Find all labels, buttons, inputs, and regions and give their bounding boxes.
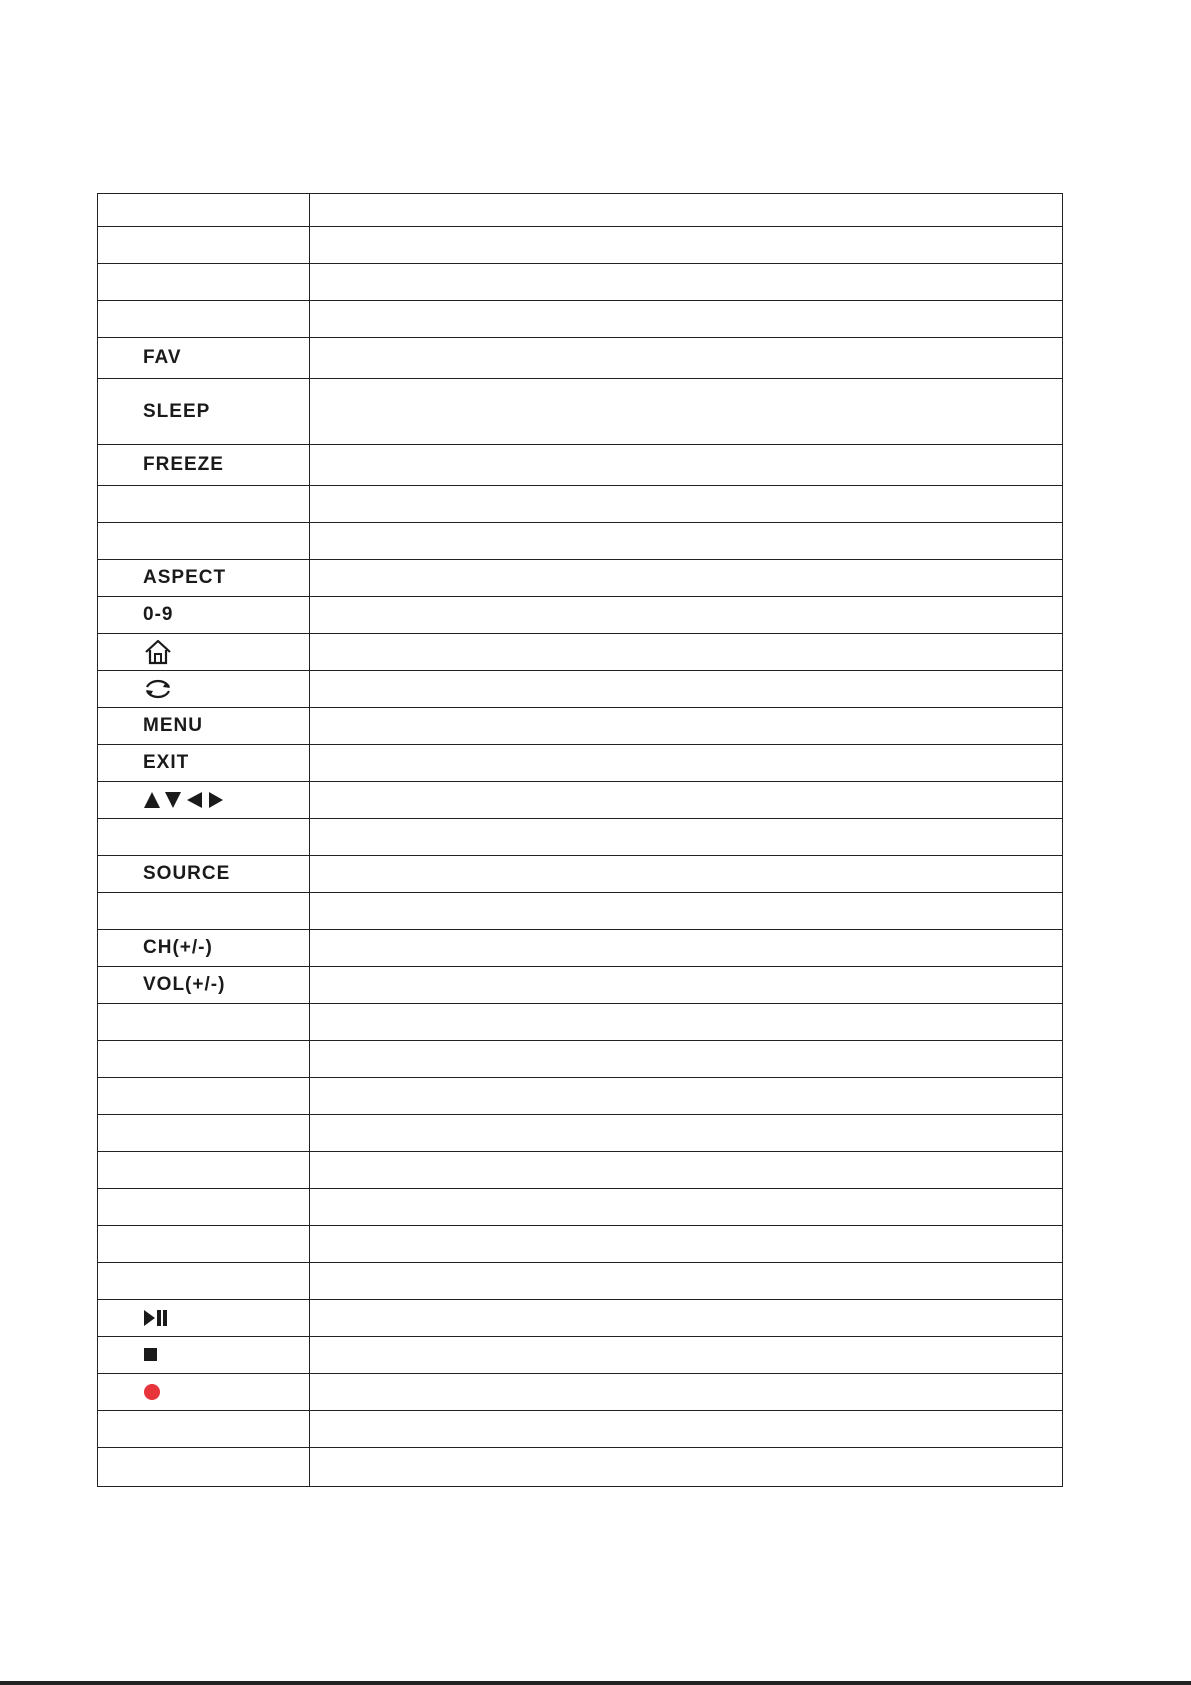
table-row	[98, 597, 1063, 634]
key-cell	[98, 301, 310, 338]
table-row	[98, 745, 1063, 782]
record-icon	[143, 1383, 161, 1401]
description-cell	[310, 445, 1063, 486]
description-cell	[310, 782, 1063, 819]
home-icon	[143, 639, 173, 665]
table-row	[98, 782, 1063, 819]
key-cell	[98, 1263, 310, 1300]
key-label: 0-9	[143, 604, 174, 625]
key-cell	[98, 560, 310, 597]
description-cell	[310, 1374, 1063, 1411]
description-cell	[310, 1411, 1063, 1448]
description-cell	[310, 1226, 1063, 1263]
table-row	[98, 227, 1063, 264]
table-row	[98, 1411, 1063, 1448]
description-cell	[310, 1448, 1063, 1487]
key-cell	[98, 1411, 310, 1448]
key-cell	[98, 523, 310, 560]
table-row	[98, 445, 1063, 486]
key-cell	[98, 445, 310, 486]
description-cell	[310, 338, 1063, 379]
key-cell	[98, 1041, 310, 1078]
key-cell	[98, 708, 310, 745]
description-cell	[310, 819, 1063, 856]
description-cell	[310, 597, 1063, 634]
description-cell	[310, 1004, 1063, 1041]
description-cell	[310, 708, 1063, 745]
key-cell	[98, 1152, 310, 1189]
table-row	[98, 301, 1063, 338]
description-cell	[310, 264, 1063, 301]
table-row	[98, 264, 1063, 301]
description-cell	[310, 856, 1063, 893]
key-cell	[98, 1078, 310, 1115]
table-row	[98, 671, 1063, 708]
key-function-table	[97, 193, 1063, 1487]
table-row	[98, 486, 1063, 523]
key-label: VOL(+/-)	[143, 974, 226, 995]
table-row	[98, 1004, 1063, 1041]
description-cell	[310, 1189, 1063, 1226]
description-cell	[310, 227, 1063, 264]
description-cell	[310, 1300, 1063, 1337]
key-cell	[98, 597, 310, 634]
table-row	[98, 1041, 1063, 1078]
table-row	[98, 1189, 1063, 1226]
description-cell	[310, 301, 1063, 338]
key-cell	[98, 1448, 310, 1487]
key-cell	[98, 967, 310, 1004]
description-cell	[310, 634, 1063, 671]
table-row	[98, 856, 1063, 893]
key-cell	[98, 782, 310, 819]
table-row	[98, 1337, 1063, 1374]
description-cell	[310, 1078, 1063, 1115]
key-cell	[98, 379, 310, 445]
description-cell	[310, 1115, 1063, 1152]
table-row	[98, 194, 1063, 227]
description-cell	[310, 967, 1063, 1004]
description-cell	[310, 1263, 1063, 1300]
key-cell	[98, 1115, 310, 1152]
key-cell	[98, 338, 310, 379]
key-label: EXIT	[143, 752, 190, 773]
table-row	[98, 1300, 1063, 1337]
key-cell	[98, 893, 310, 930]
key-cell	[98, 634, 310, 671]
table-row	[98, 1448, 1063, 1487]
description-cell	[310, 1337, 1063, 1374]
play-pause-icon	[143, 1309, 169, 1327]
table-row	[98, 1226, 1063, 1263]
description-cell	[310, 1041, 1063, 1078]
key-cell	[98, 227, 310, 264]
description-cell	[310, 523, 1063, 560]
recall-icon	[143, 677, 173, 701]
description-cell	[310, 379, 1063, 445]
description-cell	[310, 745, 1063, 782]
table-row	[98, 1263, 1063, 1300]
table-row	[98, 634, 1063, 671]
table-row	[98, 1115, 1063, 1152]
table-row	[98, 1374, 1063, 1411]
description-cell	[310, 194, 1063, 227]
key-label: ASPECT	[143, 567, 227, 588]
page-bottom-rule	[0, 1681, 1191, 1685]
table-row	[98, 930, 1063, 967]
table-row	[98, 379, 1063, 445]
key-cell	[98, 1189, 310, 1226]
table-row	[98, 523, 1063, 560]
key-cell	[98, 1226, 310, 1263]
key-label: CH(+/-)	[143, 937, 213, 958]
key-cell	[98, 1374, 310, 1411]
description-cell	[310, 930, 1063, 967]
table-row	[98, 1152, 1063, 1189]
description-cell	[310, 893, 1063, 930]
key-cell	[98, 264, 310, 301]
table-row	[98, 708, 1063, 745]
key-cell	[98, 930, 310, 967]
key-cell	[98, 1300, 310, 1337]
description-cell	[310, 560, 1063, 597]
key-cell	[98, 671, 310, 708]
key-cell	[98, 745, 310, 782]
table-row	[98, 967, 1063, 1004]
stop-icon	[143, 1347, 159, 1363]
key-label: MENU	[143, 715, 203, 736]
key-label: FAV	[143, 347, 182, 368]
key-label: FREEZE	[143, 454, 224, 475]
table-row	[98, 1078, 1063, 1115]
key-label: SLEEP	[143, 400, 211, 422]
key-cell	[98, 819, 310, 856]
key-cell	[98, 856, 310, 893]
description-cell	[310, 486, 1063, 523]
description-cell	[310, 671, 1063, 708]
table-row	[98, 819, 1063, 856]
key-label: SOURCE	[143, 863, 231, 884]
arrow-keys-icon	[143, 790, 227, 810]
table-row	[98, 893, 1063, 930]
table-row	[98, 338, 1063, 379]
description-cell	[310, 1152, 1063, 1189]
key-cell	[98, 1004, 310, 1041]
key-cell	[98, 1337, 310, 1374]
key-cell	[98, 486, 310, 523]
key-cell	[98, 194, 310, 227]
table-row	[98, 560, 1063, 597]
